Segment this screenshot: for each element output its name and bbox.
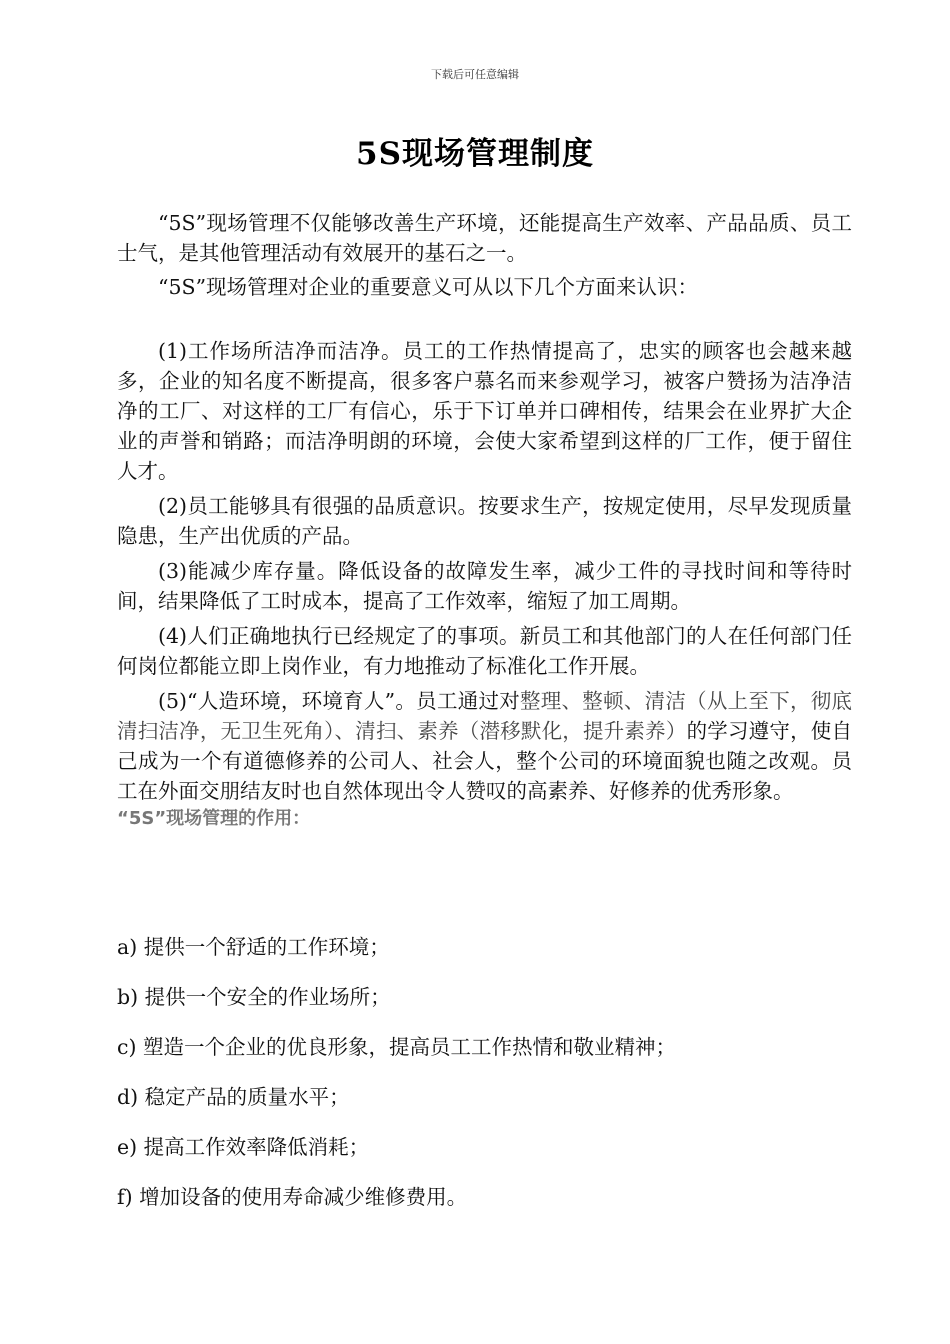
functions-heading: “5S”现场管理的作用：	[117, 808, 311, 829]
functions-list	[117, 932, 852, 1212]
point-paragraph: (3)能减少库存量。降低设备的故障发生率，减少工件的寻找时间和等待时间，结果降低了工时成本，提高了工作效率，缩短了加工周期。	[117, 559, 852, 613]
list-item: e) 提高工作效率降低消耗；	[117, 1135, 370, 1159]
point5-part2: 整理、整顿、清洁（从上至下，彻底清扫洁净，无卫生死角）、清扫、素养（潜移默化，提升素养）	[117, 689, 852, 743]
point-paragraph: (4)人们正确地执行已经规定了的事项。新员工和其他部门的人在任何部门任何岗位都能立即上岗作业，有力地推动了标准化工作开展。	[117, 624, 852, 678]
point-paragraph: (2)员工能够具有很强的品质意识。按要求生产，按规定使用，尽早发现质量隐患，生产出优质的产品。	[117, 494, 852, 548]
intro-paragraph: “5S”现场管理不仅能够改善生产环境，还能提高生产效率、产品品质、员工士气，是其他管理活动有效展开的基石之一。	[117, 211, 852, 265]
intro-paragraph: “5S”现场管理对企业的重要意义可从以下几个方面来认识：	[158, 275, 699, 299]
points-section	[117, 336, 852, 832]
list-item: f) 增加设备的使用寿命减少维修费用。	[117, 1185, 468, 1209]
header-note: 下载后可任意编辑	[431, 68, 519, 81]
point-paragraph: (1)工作场所洁净而洁净。员工的工作热情提高了，忠实的顾客也会越来越多，企业的知名度不断提高，很多客户慕名而来参观学习，被客户赞扬为洁净洁净的工厂、对这样的工厂有信心，乐于下订单并口碑相传，结果会在业界扩大企业的声誉和销路；而洁净明朗的环境，会使大家希望到这样的厂工作，便于留住人才。	[117, 339, 852, 483]
point5-part1: (5)“人造环境，环境育人”。员工通过对	[158, 689, 521, 713]
intro-section	[117, 208, 852, 302]
page-title: 5S现场管理制度	[356, 136, 594, 172]
list-item: d) 稳定产品的质量水平；	[117, 1085, 350, 1109]
list-item: c) 塑造一个企业的优良形象，提高员工工作热情和敬业精神；	[117, 1035, 676, 1059]
point5-part3: 的学习遵守，使自己成为一个有道德修养的公司人、社会人，整个公司的环境面貌也随之改观。员工在外面交朋结友时也自然体现出令人赞叹的高素养、好修养的优秀形象。	[117, 719, 853, 803]
list-item: b) 提供一个安全的作业场所；	[117, 985, 391, 1009]
list-item: a) 提供一个舒适的工作环境；	[117, 935, 390, 959]
point-paragraph	[117, 686, 852, 806]
